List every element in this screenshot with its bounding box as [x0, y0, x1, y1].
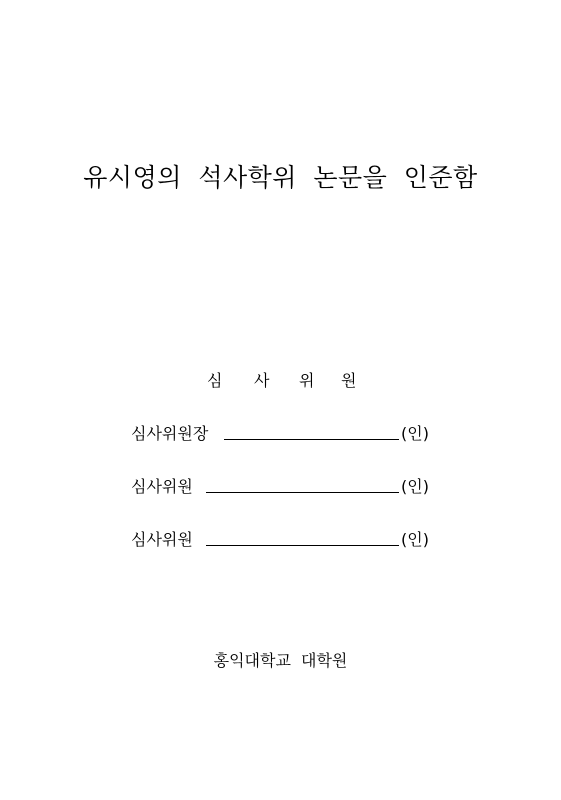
committee-heading-char: 심 [207, 371, 223, 390]
committee-heading [0, 368, 561, 392]
signature-line [206, 545, 399, 546]
school-name: 홍익대학교 대학원 [213, 651, 348, 670]
signature-label: 심사위원 [131, 530, 193, 549]
seal-mark: (인) [401, 477, 429, 496]
signature-line [206, 492, 399, 493]
signature-line [224, 439, 399, 440]
signature-label: 심사위원 [131, 477, 193, 496]
signature-label: 심사위원장 [131, 424, 209, 443]
committee-heading-char: 원 [341, 371, 357, 390]
document-title: 유시영의 석사학위 논문을 인준함 [83, 163, 478, 192]
seal-mark: (인) [401, 424, 429, 443]
seal-mark: (인) [401, 530, 429, 549]
committee-heading-char: 사 [254, 371, 270, 390]
committee-heading-char: 위 [299, 371, 315, 390]
